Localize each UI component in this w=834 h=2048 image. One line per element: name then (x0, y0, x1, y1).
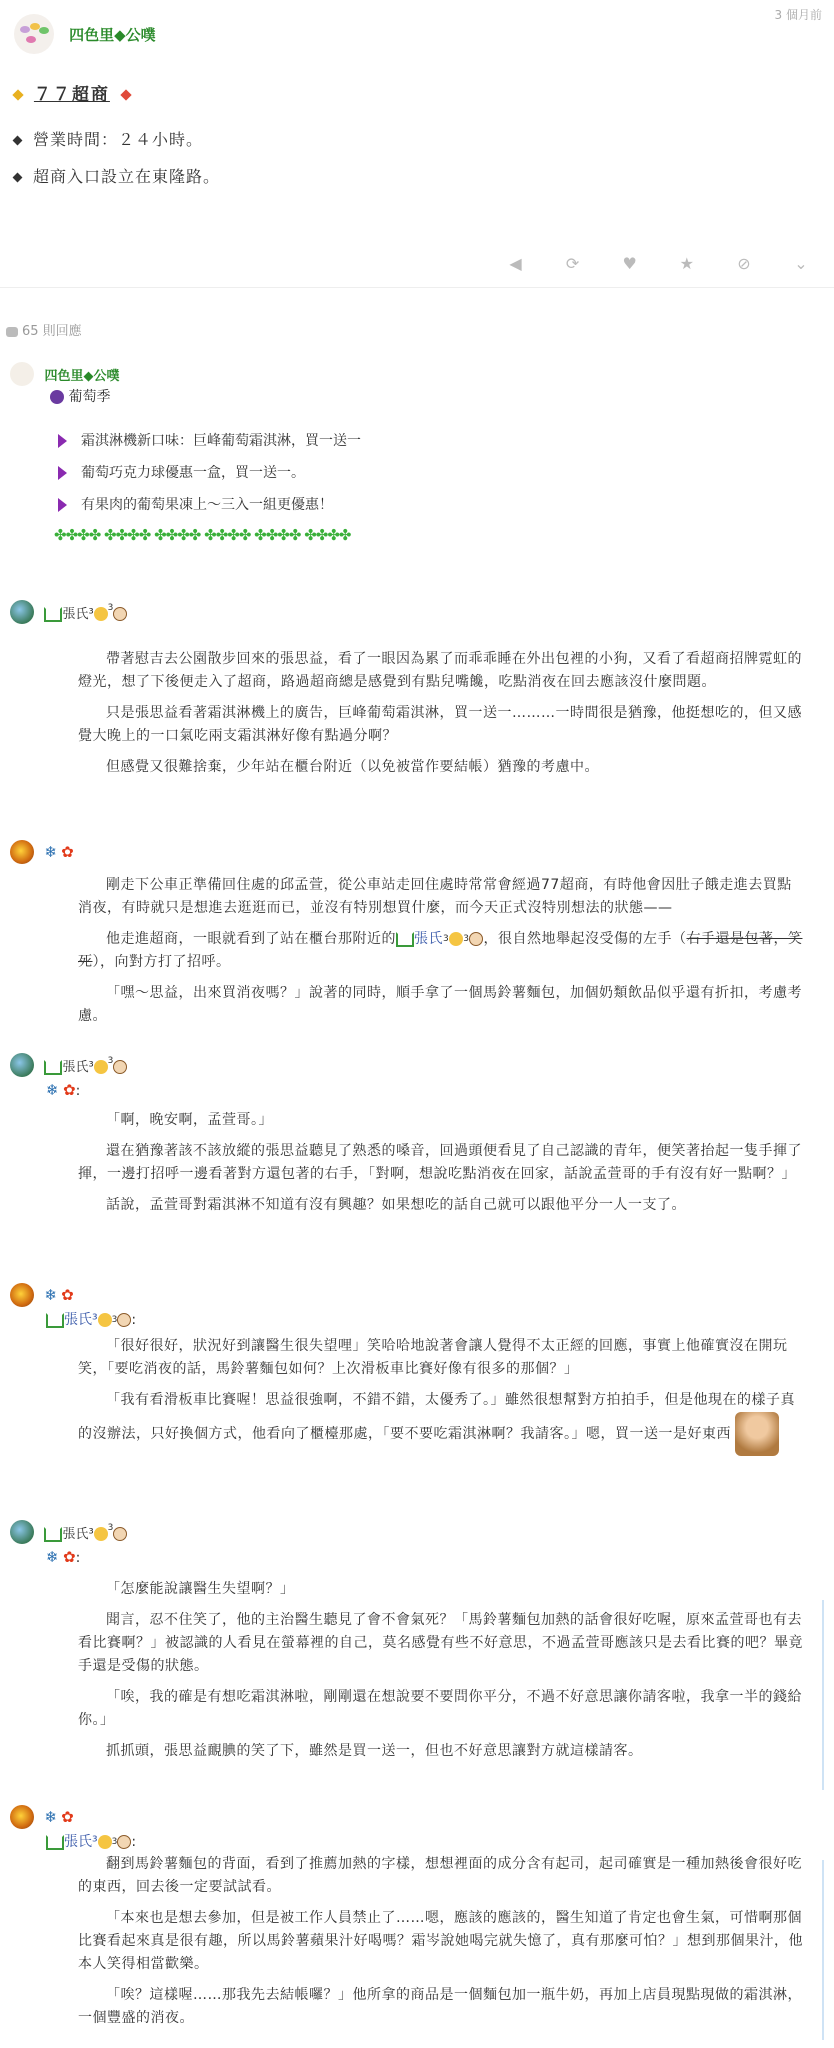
house-icon (396, 932, 414, 947)
reply-body: 「啊，晚安啊，孟萱哥。」 還在猶豫著該不該放縱的張思益聽見了熟悉的嗓音，回過頭便看見了自己認識的青年，便笑著抬起一隻手揮了揮，一邊打招呼一邊看著對方還包著的右手，「對啊，想說吃點消夜在回家，話說孟萱哥的手有沒有好一點啊？」 話說，孟萱哥對霜淇淋不知道有沒有興趣？如果想吃的話自己就可以跟他平分一人一支了。 (78, 1112, 802, 1213)
diamond-icon (12, 89, 23, 100)
reply-header (10, 362, 824, 388)
house-icon (46, 1313, 64, 1328)
arrow-icon (58, 466, 67, 480)
user-tag (44, 843, 73, 861)
reply-avatar[interactable] (10, 600, 34, 624)
reply-header (10, 1805, 824, 1831)
like-icon[interactable]: ♥ (622, 254, 637, 273)
author-avatar[interactable] (14, 14, 54, 54)
post-time[interactable]: 3 個月前 (774, 8, 822, 22)
reply-body: 「很好很好，狀況好到讓醫生很失望哩」笑哈哈地說著會讓人覺得不太正經的回應，事實上他確實沒在開玩笑，「要吃消夜的話，馬鈴薯麵包如何？上次滑板車比賽好像有很多的那個？」 「我有看滑板車比賽喔！思益很強啊，不錯不錯，太優秀了。」雖然很想幫對方拍拍手，但是他現在的樣子真的沒辦法，只好換個方式，他看向了櫃檯那處，「要不要吃霜淇淋啊？我請客。」嗯，買一送一是好東西 (10, 1335, 824, 1456)
cat-icon (98, 1313, 112, 1327)
reply-item (0, 1053, 834, 1225)
sub-icons: 張氏³ $^3$ : (10, 1309, 824, 1331)
red-flower-icon: ✿ (61, 1808, 74, 1826)
reply-body: 「怎麼能說讓醫生失望啊？」 聞言，忍不住笑了，他的主治醫生聽見了會不會氣死？「馬鈴薯麵包加熱的話會很好吃喔，原來孟萱哥也有去看比賽啊？」被認識的人看見在螢幕裡的自己，莫名感覺有些不好意思，不過孟萱哥應該只是去看比賽的吧？畢竟手還是受傷的狀態。 「唉，我的確是有想吃霜淇淋啦，剛剛還在想說要不要問你平分，不過不好意思讓你請客啦，我拿一半的錢給你。」 抓抓頭，張思益靦腆的笑了下，雖然是買一送一，但也不好意思讓對方就這樣請客。 (78, 1581, 803, 1759)
snowflake-icon: ❄ (44, 1808, 58, 1826)
house-icon (44, 1527, 62, 1542)
reply-avatar[interactable] (10, 1520, 34, 1544)
reply-header (10, 1283, 824, 1309)
red-flower-icon: ✿ (63, 1081, 76, 1099)
arrow-icon (58, 434, 67, 448)
menu-item: 有果肉的葡萄果凍上～三入一組更優惠！ (50, 494, 824, 514)
sub-icons: ❄ ✿: (46, 1548, 81, 1566)
girl-icon (469, 932, 483, 946)
more-icon[interactable]: ⌄ (794, 254, 808, 273)
user-tag: 張氏³ $^3$ (44, 1056, 127, 1075)
sub-icons: ❄ ✿: (46, 1081, 81, 1099)
reply-paragraph: 他走進超商，一眼就看到了站在櫃台那附近的 張氏$^3$ $^3$ ，很自然地舉起沒受傷的左手（右手還是包著，笑死），向對方打了招呼。 (78, 931, 803, 970)
reply-item (0, 840, 834, 1036)
reply-header (10, 840, 824, 866)
mute-icon[interactable]: ◀ (509, 254, 522, 273)
bullet-icon (13, 173, 23, 183)
snowflake-icon: ❄ (46, 1081, 59, 1099)
girl-icon (117, 1835, 131, 1849)
comment-icon (6, 327, 18, 337)
bullet-icon (13, 136, 23, 146)
thumbs-up-sticker (735, 1412, 779, 1456)
user-tag (44, 1808, 73, 1826)
cat-icon (94, 1060, 108, 1074)
reply-item (0, 362, 834, 544)
shop-menu (10, 430, 824, 544)
reply-avatar[interactable] (10, 362, 34, 386)
cat-icon (94, 1527, 108, 1541)
cat-icon (98, 1835, 112, 1849)
scroll-marker (822, 1600, 824, 1790)
reply-item (0, 1805, 834, 2038)
user-tag: 張氏³ $^3$ (44, 603, 127, 622)
red-flower-icon: ✿ (61, 843, 74, 861)
red-flower-icon: ✿ (63, 1548, 76, 1566)
user-tag (44, 1286, 73, 1304)
user-tag: 張氏³ $^3$ (44, 1523, 127, 1542)
girl-icon (117, 1313, 131, 1327)
house-icon (44, 1060, 62, 1075)
reply-body: 翻到馬鈴薯麵包的背面，看到了推薦加熱的字樣，想想裡面的成分含有起司，起司確實是一種加熱後會很好吃的東西，回去後一定要試試看。 「本來也是想去參加，但是被工作人員禁止了……嗯，應該的應該的，醫生知道了肯定也會生氣，可惜啊那個比賽看起來真是很有趣，所以馬鈴薯蘋果汁好喝嗎？霜岑說她喝完就失憶了，真有那麼可怕？」想到那個果汁，他本人笑得相當歡樂。 「唉？這樣喔……那我先去結帳囉？」他所拿的商品是一個麵包加一瓶牛奶，再加上店員現點現做的霜淇淋，一個豐盛的消夜。 (78, 1856, 803, 2026)
reply-item (0, 1283, 834, 1464)
reply-avatar[interactable] (10, 840, 34, 864)
grape-icon (50, 390, 64, 404)
reply-item (0, 600, 834, 787)
reply-header (10, 600, 824, 626)
main-post (0, 0, 834, 288)
sub-icons: 張氏³ $^3$ : (10, 1831, 824, 1853)
reply-item (0, 1520, 834, 1771)
arrow-icon (58, 498, 67, 512)
post-line: 超商入口設立在東隆路。 (14, 164, 820, 187)
girl-icon (113, 607, 127, 621)
scroll-marker (822, 1860, 824, 2040)
snowflake-icon: ❄ (44, 843, 58, 861)
post-author[interactable]: 四色里◆公噗 (69, 25, 156, 44)
reply-body: 帶著慰吉去公園散步回來的張思益，看了一眼因為累了而乖乖睡在外出包裡的小狗，又看了看超商招牌霓虹的燈光，想了下後便走入了超商，路過超商總是感覺到有點兒嘴饞，吃點消夜在回去應該沒什麼問題。 只是張思益看著霜淇淋機上的廣告，巨峰葡萄霜淇淋，買一送一………一時間很是猶豫，他挺想吃的，但又感覺大晚上的一口氣吃兩支霜淇淋好像有點過分啊？ 但感覺又很難捨棄，少年站在櫃台附近（以免被當作要結帳）猶豫的考慮中。 (78, 651, 802, 775)
diamond-icon (120, 89, 131, 100)
cat-icon (94, 607, 108, 621)
house-icon (44, 607, 62, 622)
post-line: 營業時間：２４小時。 (14, 127, 820, 150)
post-actions (473, 254, 810, 273)
grape-label: 葡萄季 (10, 386, 824, 406)
house-icon (46, 1835, 64, 1850)
menu-item: 霜淇淋機新口味：巨峰葡萄霜淇淋，買一送一 (50, 430, 824, 450)
reply-header (10, 1053, 824, 1079)
block-icon[interactable]: ⊘ (737, 254, 751, 273)
reply-avatar[interactable] (10, 1805, 34, 1829)
reply-body: 剛走下公車正準備回住處的邱孟萱，從公車站走回住處時常常會經過77超商，有時他會因肚子餓走進去買點消夜，有時就只是想進去逛逛而已，並沒有特別想買什麼，而今天正式沒特別想法的狀態—— 他走進超商，一眼就看到了站在櫃台那附近的 張氏$^3$ $^3$ ，很自然地舉起沒受傷的左手（右手還是包著，笑死），向對方打了招呼。 「嘿～思益，出來買消夜嗎？」說著的同時，順手拿了一個馬鈴薯麵包，加個奶類飲品似乎還有折扣，考慮考慮。 (78, 877, 803, 1024)
girl-icon (113, 1060, 127, 1074)
cat-icon (449, 932, 463, 946)
reply-paragraph: 「我有看滑板車比賽喔！思益很強啊，不錯不錯，太優秀了。」雖然很想幫對方拍拍手，但是他現在的樣子真的沒辦法，只好換個方式，他看向了櫃檯那處，「要不要吃霜淇淋啊？我請客。」嗯，買一送一是好東西 (78, 1389, 804, 1456)
clover-divider: ✤✤✤✤ ✤✤✤✤ ✤✤✤✤ ✤✤✤✤ ✤✤✤✤ ✤✤✤✤ (54, 526, 351, 544)
replies-count[interactable]: 65 則回應 (6, 320, 82, 339)
reply-avatar[interactable] (10, 1053, 34, 1077)
replurk-icon[interactable]: ⟳ (565, 254, 580, 273)
snowflake-icon: ❄ (46, 1548, 59, 1566)
post-title: ７７超商 (14, 80, 820, 105)
reply-header (10, 1520, 824, 1546)
favorite-icon[interactable]: ★ (679, 254, 694, 273)
menu-item: 葡萄巧克力球優惠一盒，買一送一。 (50, 462, 824, 482)
reply-author[interactable]: 四色里◆公噗 (44, 368, 120, 384)
snowflake-icon: ❄ (44, 1286, 58, 1304)
reply-avatar[interactable] (10, 1283, 34, 1307)
red-flower-icon: ✿ (61, 1286, 74, 1304)
girl-icon (113, 1527, 127, 1541)
